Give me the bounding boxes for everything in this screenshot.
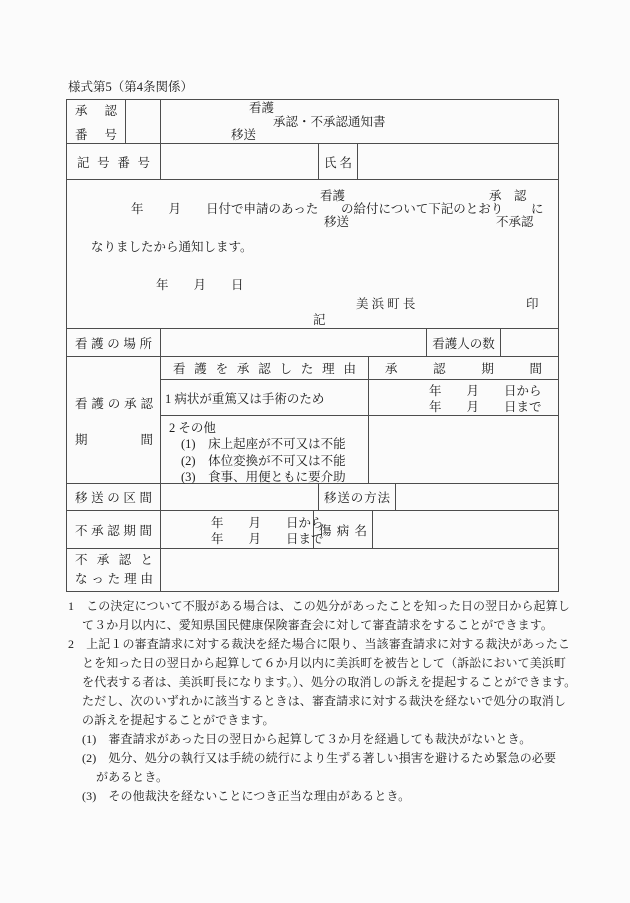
footnote-line: (3) その他裁決を経ないことにつき正当な理由があるとき。: [82, 789, 411, 803]
approval-number-line2: 番号: [75, 127, 117, 142]
disapproval-period-label: 不承認期間: [75, 523, 152, 538]
approval-reason1-cell: [161, 380, 369, 416]
approval-reason2-cell: [161, 416, 369, 484]
notification-table: [66, 99, 559, 592]
body-alt-care: 看護: [320, 189, 346, 203]
disease-name-value-cell: [373, 511, 558, 549]
body-issue-date: 年 月 日: [156, 278, 244, 292]
body-alt-transfer: 移送: [324, 215, 350, 229]
disapproval-period-to: 年 月 日まで: [211, 532, 324, 546]
care-approval-label-line1: 看護の承認: [75, 397, 153, 411]
approval-reason2-title: 2 その他: [169, 421, 216, 435]
form-title-option-care: 看護: [249, 101, 275, 115]
approval-reason1-text: 1 病状が重篤又は手術のため: [165, 391, 325, 406]
disapproval-period-value-cell: [161, 511, 324, 549]
care-place-label-cell: [67, 329, 161, 357]
transfer-method-label: 移送の方法: [324, 491, 390, 505]
name-value-cell: [358, 144, 558, 180]
carer-count-label-cell: [427, 329, 501, 357]
form-title-cell: [161, 100, 558, 144]
body-alt-disapproved: 不承認: [496, 215, 534, 229]
approval-period-value-cell: [369, 380, 558, 416]
approval-period-header-cell: [369, 357, 558, 380]
disapproval-period-from: 年 月 日から: [211, 516, 324, 530]
approval-period-from: 年 月 日から: [429, 384, 542, 398]
disapproval-reason-label-cell: [67, 549, 161, 591]
care-approval-period-label-cell: [67, 357, 161, 484]
body-ki-heading: 記: [313, 313, 326, 327]
approval-period-header: 承認期間: [385, 362, 542, 376]
footnote-line: ただし、次のいずれかに該当するときは、審査請求に対する裁決を経ないで処分の取消し: [82, 694, 567, 708]
form-number-label: 様式第5（第4条関係）: [68, 80, 194, 94]
form-title-main: 承認・不承認通知書: [273, 115, 386, 129]
footnote-line: て３か月以内に、愛知県国民健康保険審査会に対して審査請求をすることができます。: [82, 618, 553, 632]
approval-number-label-cell: [67, 100, 126, 144]
care-place-label: 看護の場所: [75, 336, 152, 351]
name-label-cell: [319, 144, 358, 180]
care-place-value-cell: [161, 329, 427, 357]
approval-period-empty-cell: [369, 416, 558, 484]
transfer-section-value-cell: [161, 484, 319, 511]
approval-reason-header-cell: [161, 357, 369, 380]
footnote-line: (1) 審査請求があった日の翌日から起算して３か月を経過しても裁決がないとき。: [82, 732, 532, 746]
carer-count-label: 看護人の数: [432, 336, 495, 351]
form-title-option-transfer: 移送: [231, 128, 257, 142]
body-notice-text: なりましたから通知します。: [91, 240, 253, 254]
footnote-line: 1 この決定について不服がある場合は、この処分があったことを知った日の翌日から起算し: [68, 599, 570, 613]
body-alt-approved: 承 認: [489, 189, 527, 203]
disapproval-reason-label-line1: 不承認と: [75, 553, 153, 567]
body-ni-particle: に: [531, 202, 544, 216]
disapproval-reason-value-cell: [161, 549, 558, 591]
approval-number-line1: 承認: [75, 103, 117, 118]
transfer-section-label-cell: [67, 484, 161, 511]
transfer-section-label: 移送の区間: [75, 491, 152, 505]
carer-count-value-cell: [501, 329, 558, 357]
disease-name-label: 傷病名: [319, 523, 367, 538]
footnote-line: の訴えを提起することができます。: [82, 713, 275, 727]
footnote-line: とを知った日の翌日から起算して６か月以内に美浜町を被告として（訴訟において美浜町: [82, 656, 567, 670]
body-date-apply-text: 年 月 日付で申請のあった: [131, 202, 319, 216]
approval-reason2-item1: (1) 床上起座が不可又は不能: [181, 437, 346, 452]
footnote-line: があるとき。: [96, 770, 169, 784]
body-benefit-text: の給付について下記のとおり: [341, 202, 504, 216]
footnote-line: 2 上記１の審査請求に対する裁決を経た場合に限り、当該審査請求に対する裁決があったこ: [68, 637, 571, 651]
approval-period-to: 年 月 日まで: [429, 400, 542, 414]
name-label: 氏名: [324, 155, 352, 170]
disapproval-period-label-cell: [67, 511, 161, 549]
symbol-number-label-cell: [67, 144, 161, 180]
symbol-number-label: 記号番号: [77, 155, 150, 170]
symbol-number-value-cell: [161, 144, 319, 180]
approval-reason2-item2: (2) 体位変換が不可又は不能: [181, 453, 346, 468]
footnote-line: を代表する者は、美浜町長になります。）、処分の取消しの訴えを提起することができます。: [82, 675, 577, 689]
care-approval-label-line2: 期間: [75, 433, 153, 447]
footnote-line: (2) 処分、処分の執行又は手続の続行により生ずる著しい損害を避けるため緊急の必要: [82, 751, 557, 765]
approval-number-value-cell: [126, 100, 161, 144]
approval-reason2-item3: (3) 食事、用便ともに要介助: [181, 469, 346, 484]
notification-body-cell: [67, 180, 558, 329]
transfer-method-value-cell: [396, 484, 558, 511]
body-seal-mark: 印: [526, 297, 539, 311]
footnotes: [66, 597, 576, 806]
body-mayor-name: 美 浜 町 長: [356, 297, 416, 311]
approval-reason-header: 看護を承認した理由: [173, 362, 356, 376]
transfer-method-label-cell: [319, 484, 396, 511]
disease-name-label-cell: [314, 511, 373, 549]
disapproval-reason-label-line2: なった理由: [75, 572, 153, 586]
